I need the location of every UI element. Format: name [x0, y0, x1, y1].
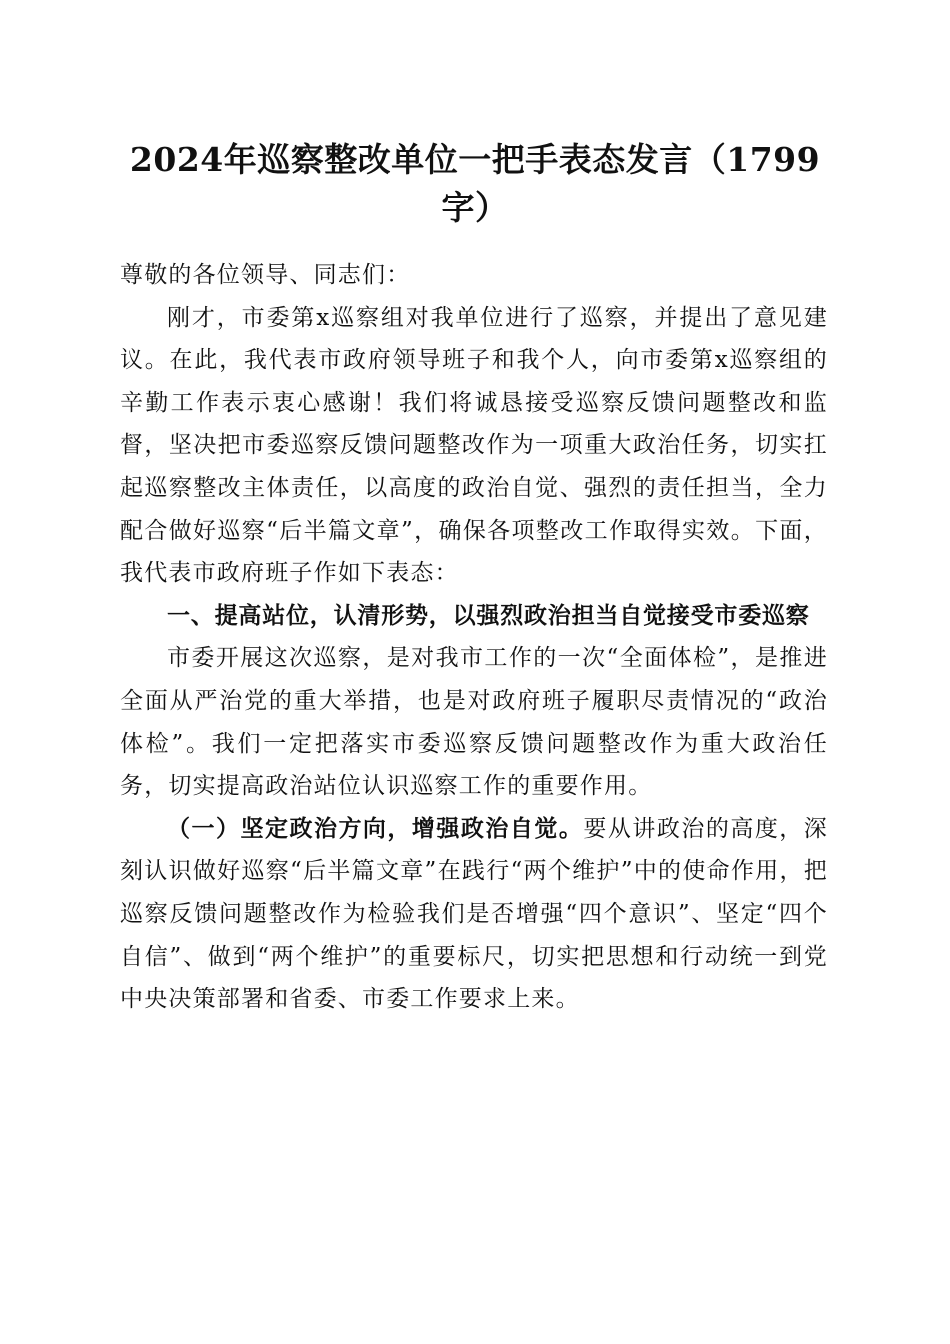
paragraph-intro: 刚才，市委第x巡察组对我单位进行了巡察，并提出了意见建议。在此，我代表市政府领导班子和我个人，向市委第x巡察组的辛勤工作表示衷心感谢！我们将诚恳接受巡察反馈问题整改和监督，坚决把市委巡察反馈问题整改作为一项重大政治任务，切实扛起巡察整改主体责任，以高度的政治自觉、强烈的责任担当，全力配合做好巡察“后半篇文章”，确保各项整改工作取得实效。下面，我代表市政府班子作如下表态：	[120, 304, 828, 587]
document-body	[120, 254, 828, 1021]
paragraph-section1: 市委开展这次巡察，是对我市工作的一次“全面体检”，是推进全面从严治党的重大举措，也是对政府班子履职尽责情况的“政治体检”。我们一定把落实市委巡察反馈问题整改作为重大政治任务，切实提高政治站位认识巡察工作的重要作用。	[120, 645, 828, 800]
subsection-1-text: 要从讲政治的高度，深刻认识做好巡察“后半篇文章”在践行“两个维护”中的使命作用，把巡察反馈问题整改作为检验我们是否增强“四个意识”、坚定“四个自信”、做到“两个维护”的重要标尺，切实把思想和行动统一到党中央决策部署和省委、市委工作要求上来。	[120, 815, 829, 1013]
subsection-1	[120, 808, 828, 1021]
subsection-1-lead: （一）坚定政治方向，增强政治自觉。	[167, 815, 584, 842]
salutation: 尊敬的各位领导、同志们：	[120, 262, 411, 288]
section-heading-1: 一、提高站位，认清形势，以强烈政治担当自觉接受市委巡察	[167, 602, 810, 629]
document-title: 2024年巡察整改单位一把手表态发言（1799字）	[129, 140, 821, 227]
